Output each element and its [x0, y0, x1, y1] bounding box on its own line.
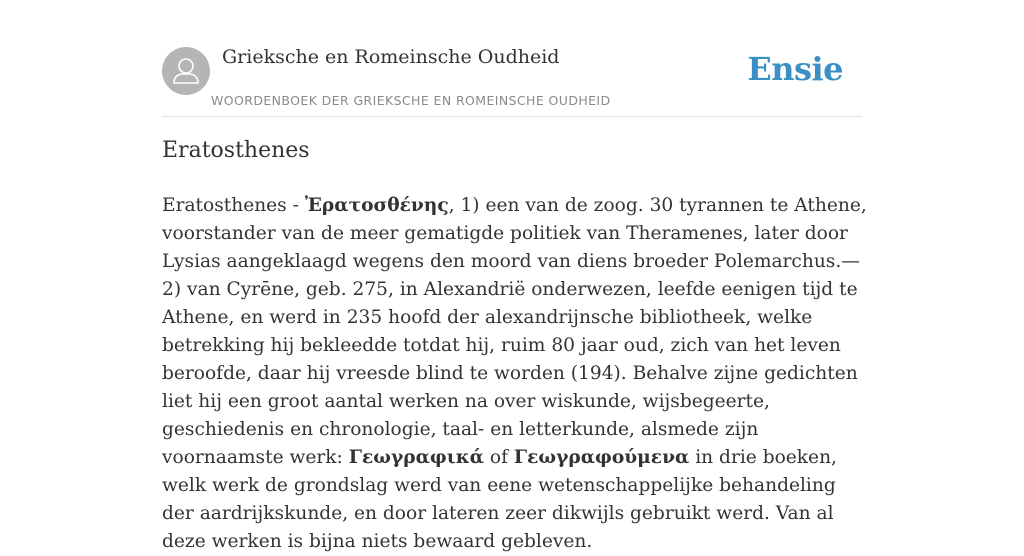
lemma-separator: -	[286, 195, 305, 216]
greek-work-1: Γεωγραφικά	[348, 447, 484, 468]
source-title-link[interactable]: Grieksche en Romeinsche Oudheid	[222, 46, 560, 68]
user-icon	[162, 47, 210, 95]
entry-title: Eratosthenes	[162, 138, 310, 163]
brand-logo[interactable]: Ensie	[747, 50, 843, 88]
avatar[interactable]	[162, 47, 210, 95]
source-header	[162, 44, 862, 117]
source-subtitle: WOORDENBOEK DER GRIEKSCHE EN ROMEINSCHE OUDHEID	[211, 93, 611, 108]
greek-name: Ἐρατοσθένης	[304, 195, 449, 216]
entry-lemma: Eratosthenes	[162, 195, 287, 216]
entry-text-part1: , 1) een van de zoog. 30 tyrannen te Athene, voorstander van de meer gematigde politiek van Theramenes, later door Lysias aangeklaagd wegens den moord van diens broeder Polemarchus.—2) van Cyrēne, geb. 275, in Alexandrië onderwezen, leefde eenigen tijd te Athene, en werd in 235 hoofd der alexandrijnsche bibliotheek, welke betrekking hij bekleedde totdat hij, ruim 80 jaar oud, zich van het leven beroofde, daar hij vreesde blind te worden (194). Behalve zijne gedichten liet hij een groot aantal werken na over wiskunde, wijsbegeerte, geschiedenis en chronologie, taal- en letterkunde, alsmede zijn voornaamste werk:	[162, 195, 867, 468]
connector: of	[483, 447, 514, 468]
entry-text-part2: in drie boeken, welk werk de grondslag werd van eene wetenschappelijke behandeling der aardrijkskunde, en door lateren zeer dikwijls gebruikt werd. Van al deze werken is bijna niets bewaard gebleven.	[162, 447, 837, 552]
greek-work-2: Γεωγραφούμενα	[513, 447, 690, 468]
entry-body	[162, 192, 867, 556]
